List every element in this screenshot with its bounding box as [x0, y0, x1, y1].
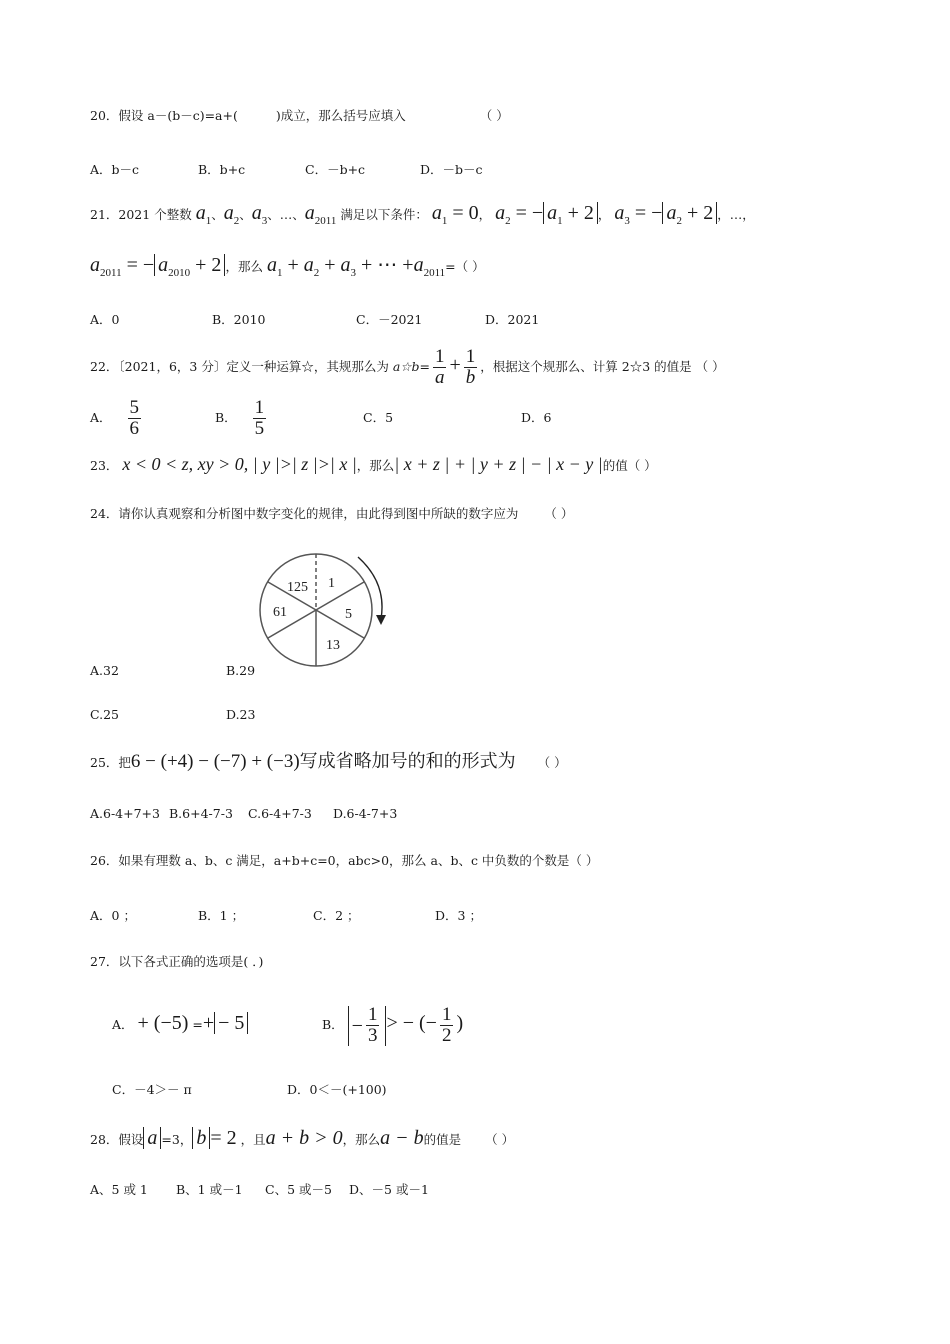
- q27-option-a-label: A．: [112, 1017, 134, 1032]
- q25-option-a: A.6-4+7+3: [90, 806, 160, 821]
- q28-abs-b: b: [192, 1127, 210, 1149]
- q22-option-b-fraction: $\frac{1}{5}$: [254, 397, 265, 439]
- q25-option-b: B.6+4-7-3: [169, 806, 233, 821]
- q21-option-d: D．2021: [485, 312, 540, 327]
- q24-circle-diagram: [255, 553, 395, 668]
- q23-condition: x < 0 < z, xy > 0, | y |>| z |>| x |: [122, 454, 357, 474]
- q27-option-a: A． + (−5) =+ − 5: [112, 1012, 248, 1035]
- svg-text:13: 13: [326, 638, 340, 653]
- question-21-stem-line2: [90, 255, 485, 279]
- q22-fraction-1-over-a: $\frac{1}{a}$: [434, 346, 445, 388]
- q25-option-d: D.6-4-7+3: [333, 806, 398, 821]
- q28-abs-b-expr: = 2: [210, 1127, 237, 1149]
- q24-stem: 24．请你认真观察和分析图中数字变化的规律，由此得到图中所缺的数字应为: [90, 506, 519, 521]
- q22-formula-lhs: a☆b=: [392, 358, 430, 374]
- q21-cond-a2: $a_2$ = − $a_1 + 2$: [495, 202, 598, 224]
- q21-cond-a2011: $a_{2011}$ = − $a_{2010} + 2$: [90, 254, 225, 276]
- q20-option-a: A．b－c: [90, 162, 140, 177]
- q28-abs-a: a: [143, 1127, 161, 1149]
- q27-option-b-abs: − $\frac{1}{3}$: [348, 1006, 387, 1046]
- q28-option-d: D、－5 或－1: [349, 1182, 429, 1197]
- q22-stem-suffix: ，根据这个规那么、计算 2☆3 的值是: [480, 358, 692, 374]
- q28-answer-paren: （ ）: [485, 1132, 515, 1147]
- q20-stem-prefix: 20．假设 a－(b－c)=a+(: [90, 108, 238, 123]
- question-24-stem: [90, 508, 573, 521]
- q27-option-a-eq: =: [192, 1017, 203, 1032]
- q22-answer-paren: （ ）: [695, 358, 725, 374]
- q27-option-a-left: + (−5): [137, 1012, 189, 1034]
- q27-option-c: C．－4＞－ π: [112, 1082, 192, 1097]
- q21-stem-mid: 满足以下条件：: [340, 207, 428, 222]
- q28-stem-prefix: 28．假设: [90, 1132, 144, 1147]
- svg-text:5: 5: [345, 607, 352, 622]
- q24-option-c: C.25: [90, 707, 119, 722]
- q21-line2-text: ，那么: [225, 259, 263, 274]
- q28-eq3: =3，: [161, 1132, 193, 1147]
- q22-option-a-fraction: $\frac{5}{6}$: [129, 397, 140, 439]
- question-23-stem: [90, 455, 657, 473]
- q21-option-b: B．2010: [212, 312, 266, 327]
- q28-condition: a + b > 0: [265, 1127, 343, 1149]
- q25-option-c: C.6-4+7-3: [248, 806, 312, 821]
- q22-option-a-label: A．: [90, 409, 112, 425]
- q28-option-c: C、5 或－5: [265, 1182, 332, 1197]
- q22-option-b: [215, 398, 269, 439]
- svg-text:125: 125: [287, 580, 308, 595]
- q22-option-b-label: B．: [215, 409, 237, 425]
- question-28-stem: [90, 1128, 514, 1148]
- q20-answer-paren: （ ）: [479, 108, 509, 123]
- q23-mid-text: ，那么: [356, 458, 395, 473]
- q28-then: ，那么: [342, 1132, 381, 1147]
- q21-cond-a1: $a_1 = 0$: [431, 202, 479, 227]
- q25-expression: 6 − (+4) − (−7) + (−3): [130, 751, 300, 772]
- q21-stem-prefix: 21．2021 个整数: [90, 207, 192, 222]
- q23-suffix: 的值（ ）: [602, 458, 657, 473]
- q20-option-b: B．b+c: [198, 162, 246, 177]
- question-26-stem: 26．如果有理数 a、b、c 满足，a+b+c=0，abc>0，那么 a、b、c 中负数的个数是（ ）: [90, 853, 599, 868]
- q21-seq-a2011: $a_{2011}$: [304, 202, 337, 227]
- question-21-stem-line1: 21．2021 个整数 $a_1$、$a_2$、$a_3$、…、$a_{2011}$ 满足以下条件： $a_1 = 0$， $a_2$ = − $a_1 + 2$ ， $a_3$ = − $a_2 + 2$ ，…，: [90, 202, 755, 227]
- q20-option-c: C．－b+c: [305, 162, 366, 177]
- q27-option-d: D．0＜－(+100): [287, 1082, 387, 1097]
- q21-cond-a3: $a_3$ = − $a_2 + 2$: [614, 202, 717, 224]
- q20-stem-suffix: )成立，那么括号应填入: [275, 108, 406, 123]
- q20-option-d: D．－b－c: [420, 162, 483, 177]
- q22-fraction-1-over-b: $\frac{1}{b}$: [465, 346, 476, 388]
- q28-target: a − b: [380, 1127, 424, 1149]
- q28-option-b: B、1 或－1: [176, 1182, 243, 1197]
- q27-option-b: B． − $\frac{1}{3}$ > − (− $\frac{1}{2}$ ): [322, 1004, 464, 1046]
- q21-seq-a1: $a_1$: [195, 202, 212, 227]
- svg-text:1: 1: [328, 576, 335, 591]
- question-27-stem: 27．以下各式正确的选项是( ．): [90, 954, 264, 969]
- q21-answer-paren: =（ ）: [445, 259, 485, 274]
- q24-circle-figure: [255, 553, 395, 668]
- q26-option-d: D．3 ；: [435, 908, 482, 923]
- q21-sum-expression: $a_1 + a_2 + a_3$ + ⋯ $+a_{2011}$: [266, 254, 446, 279]
- q28-mid: ，且: [240, 1132, 266, 1147]
- q24-answer-paren: （ ）: [544, 506, 574, 521]
- q26-option-b: B．1 ；: [198, 908, 245, 923]
- q21-seq-a3: $a_3$: [251, 202, 268, 227]
- q25-number: 25．把: [90, 755, 131, 770]
- q25-suffix: 写成省略加号的和的形式为: [299, 751, 516, 772]
- q26-option-a: A．0 ；: [90, 908, 136, 923]
- question-25-stem: [90, 752, 567, 771]
- q22-option-d: D．6: [521, 410, 552, 425]
- q28-option-a: A、5 或 1: [90, 1182, 148, 1197]
- question-22-stem: 22．〔2021，6，3 分〕定义一种运算☆，其规那么为 a☆b= $\frac{1}{a}$ + $\frac{1}{b}$ ，根据这个规那么、计算 2☆3 的值是 （ ）: [90, 346, 725, 388]
- q23-number: 23．: [90, 458, 119, 473]
- q27-option-b-label: B．: [322, 1017, 344, 1032]
- q22-option-c: C．5: [363, 410, 394, 425]
- svg-text:61: 61: [273, 605, 287, 620]
- q24-option-b: B.29: [226, 663, 256, 678]
- q28-suffix: 的值是: [423, 1132, 462, 1147]
- q21-seq-a2: $a_2$: [223, 202, 240, 227]
- q22-option-a: [90, 398, 144, 439]
- q27-option-b-mid: > − (−: [386, 1012, 437, 1034]
- q26-option-c: C．2 ；: [313, 908, 360, 923]
- q23-expression: | x + z | + | y + z | − | x − y |: [394, 454, 603, 474]
- question-20-stem: [90, 110, 509, 123]
- q24-option-a: A.32: [90, 663, 119, 678]
- q24-option-d: D.23: [226, 707, 256, 722]
- q25-answer-paren: （ ）: [537, 755, 567, 770]
- q22-stem-prefix: 22．〔2021，6，3 分〕定义一种运算☆，其规那么为: [90, 358, 389, 374]
- q21-option-c: C．－2021: [356, 312, 423, 327]
- q27-option-a-abs: − 5: [214, 1012, 248, 1034]
- q21-option-a: A．0: [90, 312, 120, 327]
